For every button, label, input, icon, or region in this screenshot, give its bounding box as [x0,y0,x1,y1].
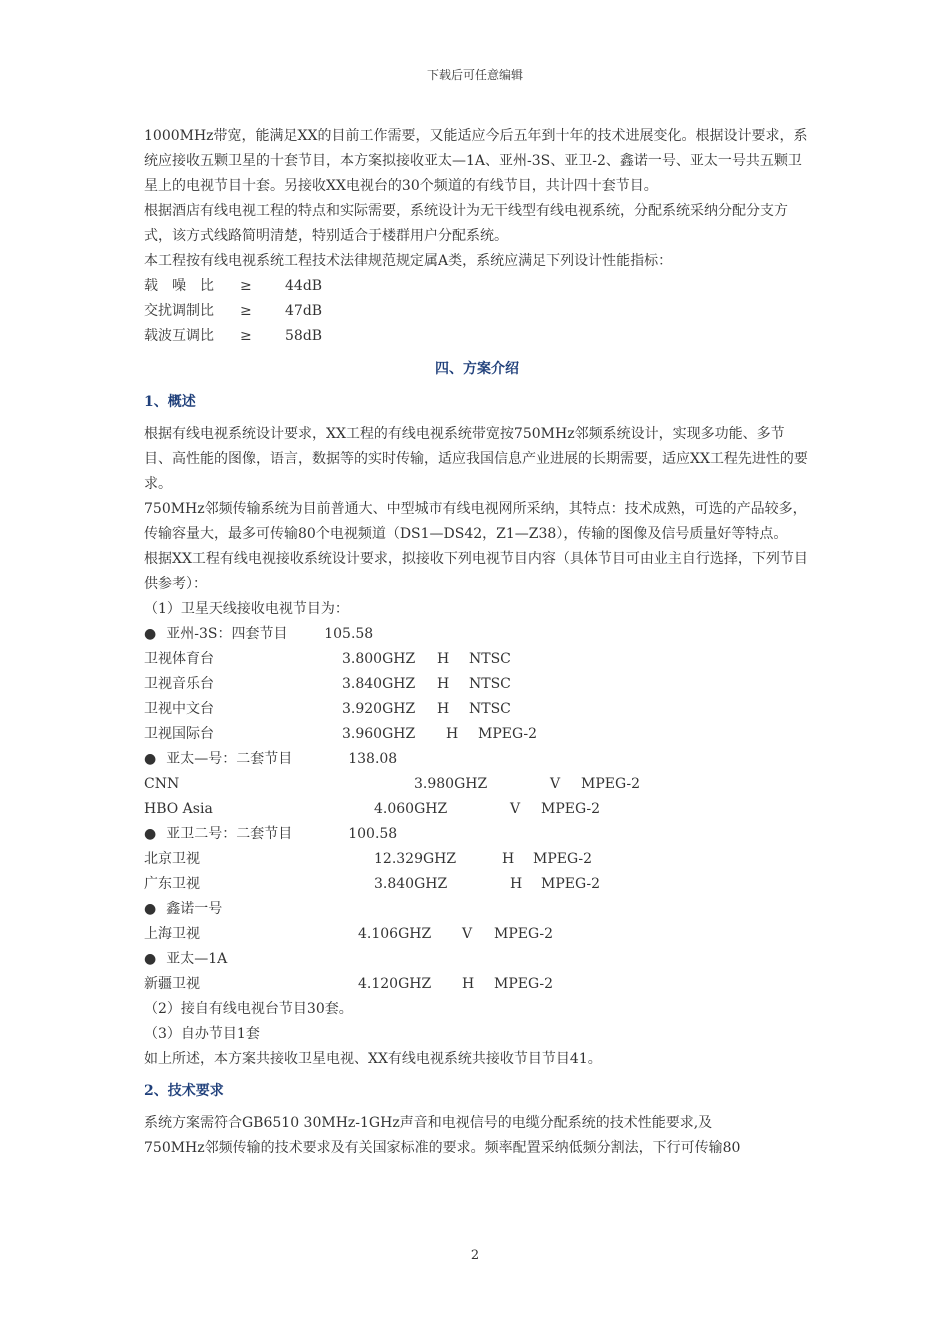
intro-paragraph-3: 本工程按有线电视系统工程技术法律规范规定属A类，系统应满足下列设计性能指标： [144,253,673,269]
channel-name: 北京卫视 [144,851,200,867]
channel-frequency: 3.800GHZ [342,651,416,667]
indicator-op: ≥ [240,328,252,344]
page-header: 下载后可任意编辑 [426,68,523,82]
channel-row [144,772,810,797]
indicator-name: 载 噪 比 [144,278,214,294]
channel-format: MPEG-2 [541,801,601,817]
satellite-intro: （1）卫星天线接收电视节目为： [144,601,349,617]
overview-paragraph-3: 根据XX工程有线电视接收系统设计要求，拟接收下列电视节目内容（具体节目可由业主自行选择，下列节目供参考）： [144,551,808,592]
bullet-icon: ● [144,626,157,642]
channel-frequency: 4.120GHZ [358,976,432,992]
bullet-icon: ● [144,901,157,917]
bullet-icon: ● [144,826,157,842]
bullet-icon: ● [144,751,157,767]
channel-format: NTSC [469,676,511,692]
indicator-name: 交扰调制比 [144,303,214,319]
channel-frequency: 3.960GHZ [342,726,416,742]
satellite-header [144,622,810,647]
indicator-value: 47dB [285,303,323,319]
channel-format: NTSC [469,651,511,667]
channel-polarization: H [437,651,450,667]
channel-name: 新疆卫视 [144,976,200,992]
page-number: 2 [470,1248,480,1263]
channel-row [144,972,810,997]
channel-polarization: V [550,776,561,792]
satellite-name: 亚太—1A [166,951,228,967]
indicator-row [144,324,810,349]
indicator-name: 载波互调比 [144,328,214,344]
channel-frequency: 3.840GHZ [374,876,448,892]
satellite-position: 100.58 [348,826,398,842]
channel-format: MPEG-2 [541,876,601,892]
channel-frequency: 12.329GHZ [374,851,457,867]
channel-frequency: 4.060GHZ [374,801,448,817]
channel-row [144,872,810,897]
satellite-name: 亚太—号：二套节目 [166,751,293,767]
subsection-heading-overview: 1、概述 [144,394,196,410]
channel-format: MPEG-2 [581,776,641,792]
channel-polarization: V [462,926,473,942]
channel-row [144,722,810,747]
bullet-icon: ● [144,951,157,967]
indicator-op: ≥ [240,278,252,294]
overview-paragraph-2: 750MHz邻频传输系统为目前普通大、中型城市有线电视网所采纳，其特点：技术成熟，可选的产品较多，传输容量大，最多可传输80个电视频道（DS1—DS42，Z1—Z38），传输的图像及信号质量好等特点。 [144,501,807,542]
satellite-header [144,822,810,847]
indicator-value: 44dB [285,278,323,294]
channel-name: HBO Asia [144,801,213,817]
channel-name: CNN [144,776,180,792]
satellite-header [144,897,810,922]
channel-frequency: 3.980GHZ [414,776,488,792]
section-heading-4: 四、方案介绍 [435,361,519,377]
summary-line: 如上所述，本方案共接收卫星电视、XX有线电视系统共接收节目节目41。 [144,1051,602,1067]
indicator-row [144,299,810,324]
channel-format: MPEG-2 [533,851,593,867]
channel-format: MPEG-2 [494,976,554,992]
satellite-name: 亚州-3S：四套节目 [166,626,288,642]
satellite-header [144,947,810,972]
channel-name: 广东卫视 [144,876,200,892]
satellite-header [144,747,810,772]
tech-paragraph-line-2: 750MHz邻频传输的技术要求及有关国家标准的要求。频率配置采纳低频分割法，下行可传输80 [144,1140,741,1156]
cable-programs-line: （2）接自有线电视台节目30套。 [144,1001,353,1017]
channel-polarization: H [437,676,450,692]
channel-frequency: 4.106GHZ [358,926,432,942]
channel-frequency: 3.920GHZ [342,701,416,717]
channel-format: MPEG-2 [478,726,538,742]
channel-name: 上海卫视 [144,926,200,942]
channel-frequency: 3.840GHZ [342,676,416,692]
channel-row [144,647,810,672]
satellite-name: 亚卫二号：二套节目 [166,826,293,842]
overview-paragraph-1: 根据有线电视系统设计要求，XX工程的有线电视系统带宽按750MHz邻频系统设计，实现多功能、多节目、高性能的图像，语言，数据等的实时传输，适应我国信息产业进展的长期需要，适应XX工程先进性的要求。 [144,426,808,492]
channel-polarization: H [510,876,523,892]
channel-polarization: H [446,726,459,742]
channel-row [144,697,810,722]
channel-row [144,922,810,947]
intro-paragraph-2: 根据酒店有线电视工程的特点和实际需要，系统设计为无干线型有线电视系统，分配系统采纳分配分支方式，该方式线路简明清楚，特别适合于楼群用户分配系统。 [144,203,788,244]
channel-row [144,797,810,822]
channel-row [144,672,810,697]
channel-name: 卫视中文台 [144,701,214,717]
indicator-value: 58dB [285,328,323,344]
channel-name: 卫视体育台 [144,651,214,667]
indicator-list [144,274,810,349]
document-body [144,124,810,1161]
satellite-position: 105.58 [324,626,374,642]
channel-polarization: V [510,801,521,817]
channel-row [144,847,810,872]
channel-format: MPEG-2 [494,926,554,942]
channel-polarization: H [437,701,450,717]
indicator-row [144,274,810,299]
tech-paragraph-line-1: 系统方案需符合GB6510 30MHz-1GHz声音和电视信号的电缆分配系统的技术性能要求,及 [144,1115,713,1131]
satellite-name: 鑫诺一号 [166,901,223,917]
indicator-op: ≥ [240,303,252,319]
channel-name: 卫视国际台 [144,726,214,742]
own-programs-line: （3）自办节目1套 [144,1026,260,1042]
channel-name: 卫视音乐台 [144,676,214,692]
intro-paragraph-1: 1000MHz带宽，能满足XX的目前工作需要，又能适应今后五年到十年的技术进展变化。根据设计要求，系统应接收五颗卫星的十套节目，本方案拟接收亚太—1A、亚州-3S、亚卫-2、鑫诺一号、亚太一号共五颗卫星上的电视节目十套。另接收XX电视台的30个频道的有线节目，共计四十套节目。 [144,128,808,194]
subsection-heading-tech: 2、技术要求 [144,1083,224,1099]
satellite-position: 138.08 [348,751,398,767]
channel-format: NTSC [469,701,511,717]
channel-polarization: H [462,976,475,992]
channel-polarization: H [502,851,515,867]
